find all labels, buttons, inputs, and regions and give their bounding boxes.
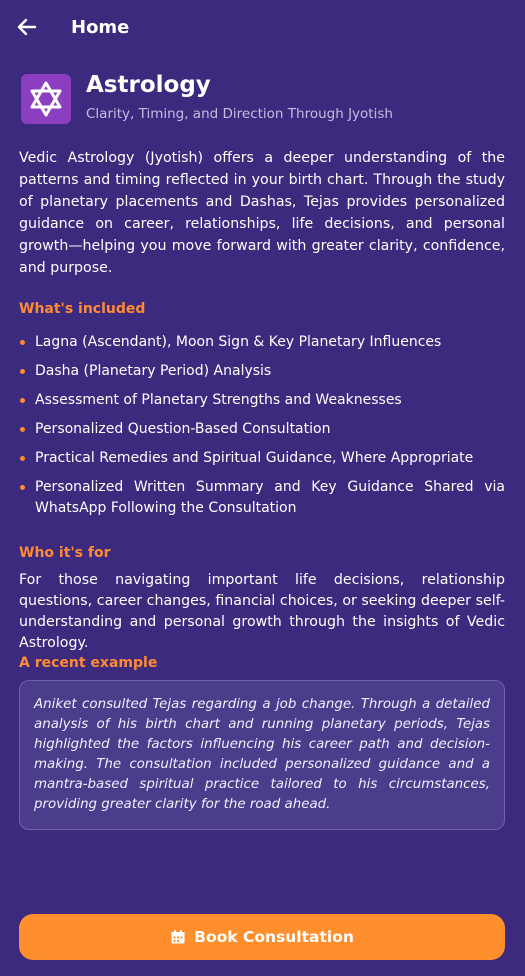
book-consultation-button[interactable] <box>19 914 505 960</box>
list-item-label: Personalized Question-Based Consultation <box>35 421 331 437</box>
example-heading: A recent example <box>19 655 158 671</box>
service-title: Astrology <box>86 72 211 98</box>
star-of-david-icon <box>21 74 71 124</box>
list-item-label: Assessment of Planetary Strengths and Weaknesses <box>35 392 402 408</box>
list-item <box>19 361 505 382</box>
bullet-icon <box>20 398 25 403</box>
bullet-icon <box>20 340 25 345</box>
included-heading: What's included <box>19 301 146 317</box>
bullet-icon <box>20 456 25 461</box>
top-bar <box>0 0 525 58</box>
calendar-icon <box>170 929 186 945</box>
list-item <box>19 448 505 469</box>
intro-paragraph: Vedic Astrology (Jyotish) offers a deeper understanding of the patterns and timing reflected in your birth chart. Through the study of planetary placements and Dashas, Tejas provides personalized guidance on career, relationships, life decisions, and personal growth—helping you move forward with greater clarity, confidence, and purpose. <box>19 150 505 276</box>
service-header <box>19 72 509 128</box>
service-subtitle: Clarity, Timing, and Direction Through Jyotish <box>86 106 393 122</box>
arrow-left-icon <box>17 18 37 36</box>
list-item-label: Dasha (Planetary Period) Analysis <box>35 363 272 379</box>
book-consultation-label: Book Consultation <box>194 928 354 946</box>
bullet-icon <box>20 369 25 374</box>
bullet-icon <box>20 427 25 432</box>
example-card <box>19 680 505 830</box>
list-item-label: Lagna (Ascendant), Moon Sign & Key Planetary Influences <box>35 334 442 350</box>
page-title: Home <box>71 17 130 38</box>
list-item <box>19 477 505 519</box>
who-heading: Who it's for <box>19 545 111 561</box>
included-list <box>19 332 505 527</box>
bullet-icon <box>20 485 25 490</box>
list-item <box>19 390 505 411</box>
list-item <box>19 419 505 440</box>
list-item-label: Practical Remedies and Spiritual Guidance, Where Appropriate <box>35 450 474 466</box>
list-item <box>19 332 505 353</box>
list-item-label: Personalized Written Summary and Key Guidance Shared via WhatsApp Following the Consultation <box>35 479 505 516</box>
back-button[interactable] <box>16 16 38 38</box>
who-paragraph: For those navigating important life decisions, relationship questions, career changes, financial choices, or seeking deeper self-understanding and personal growth through the insights of Vedic Astrology. <box>19 572 505 651</box>
example-text: Aniket consulted Tejas regarding a job change. Through a detailed analysis of his birth chart and running planetary periods, Tejas highlighted the factors influencing his career path and decision-making. The consultation included personalized guidance and a mantra-based spiritual practice tailored to his circumstances, providing greater clarity for the road ahead. <box>34 697 490 812</box>
